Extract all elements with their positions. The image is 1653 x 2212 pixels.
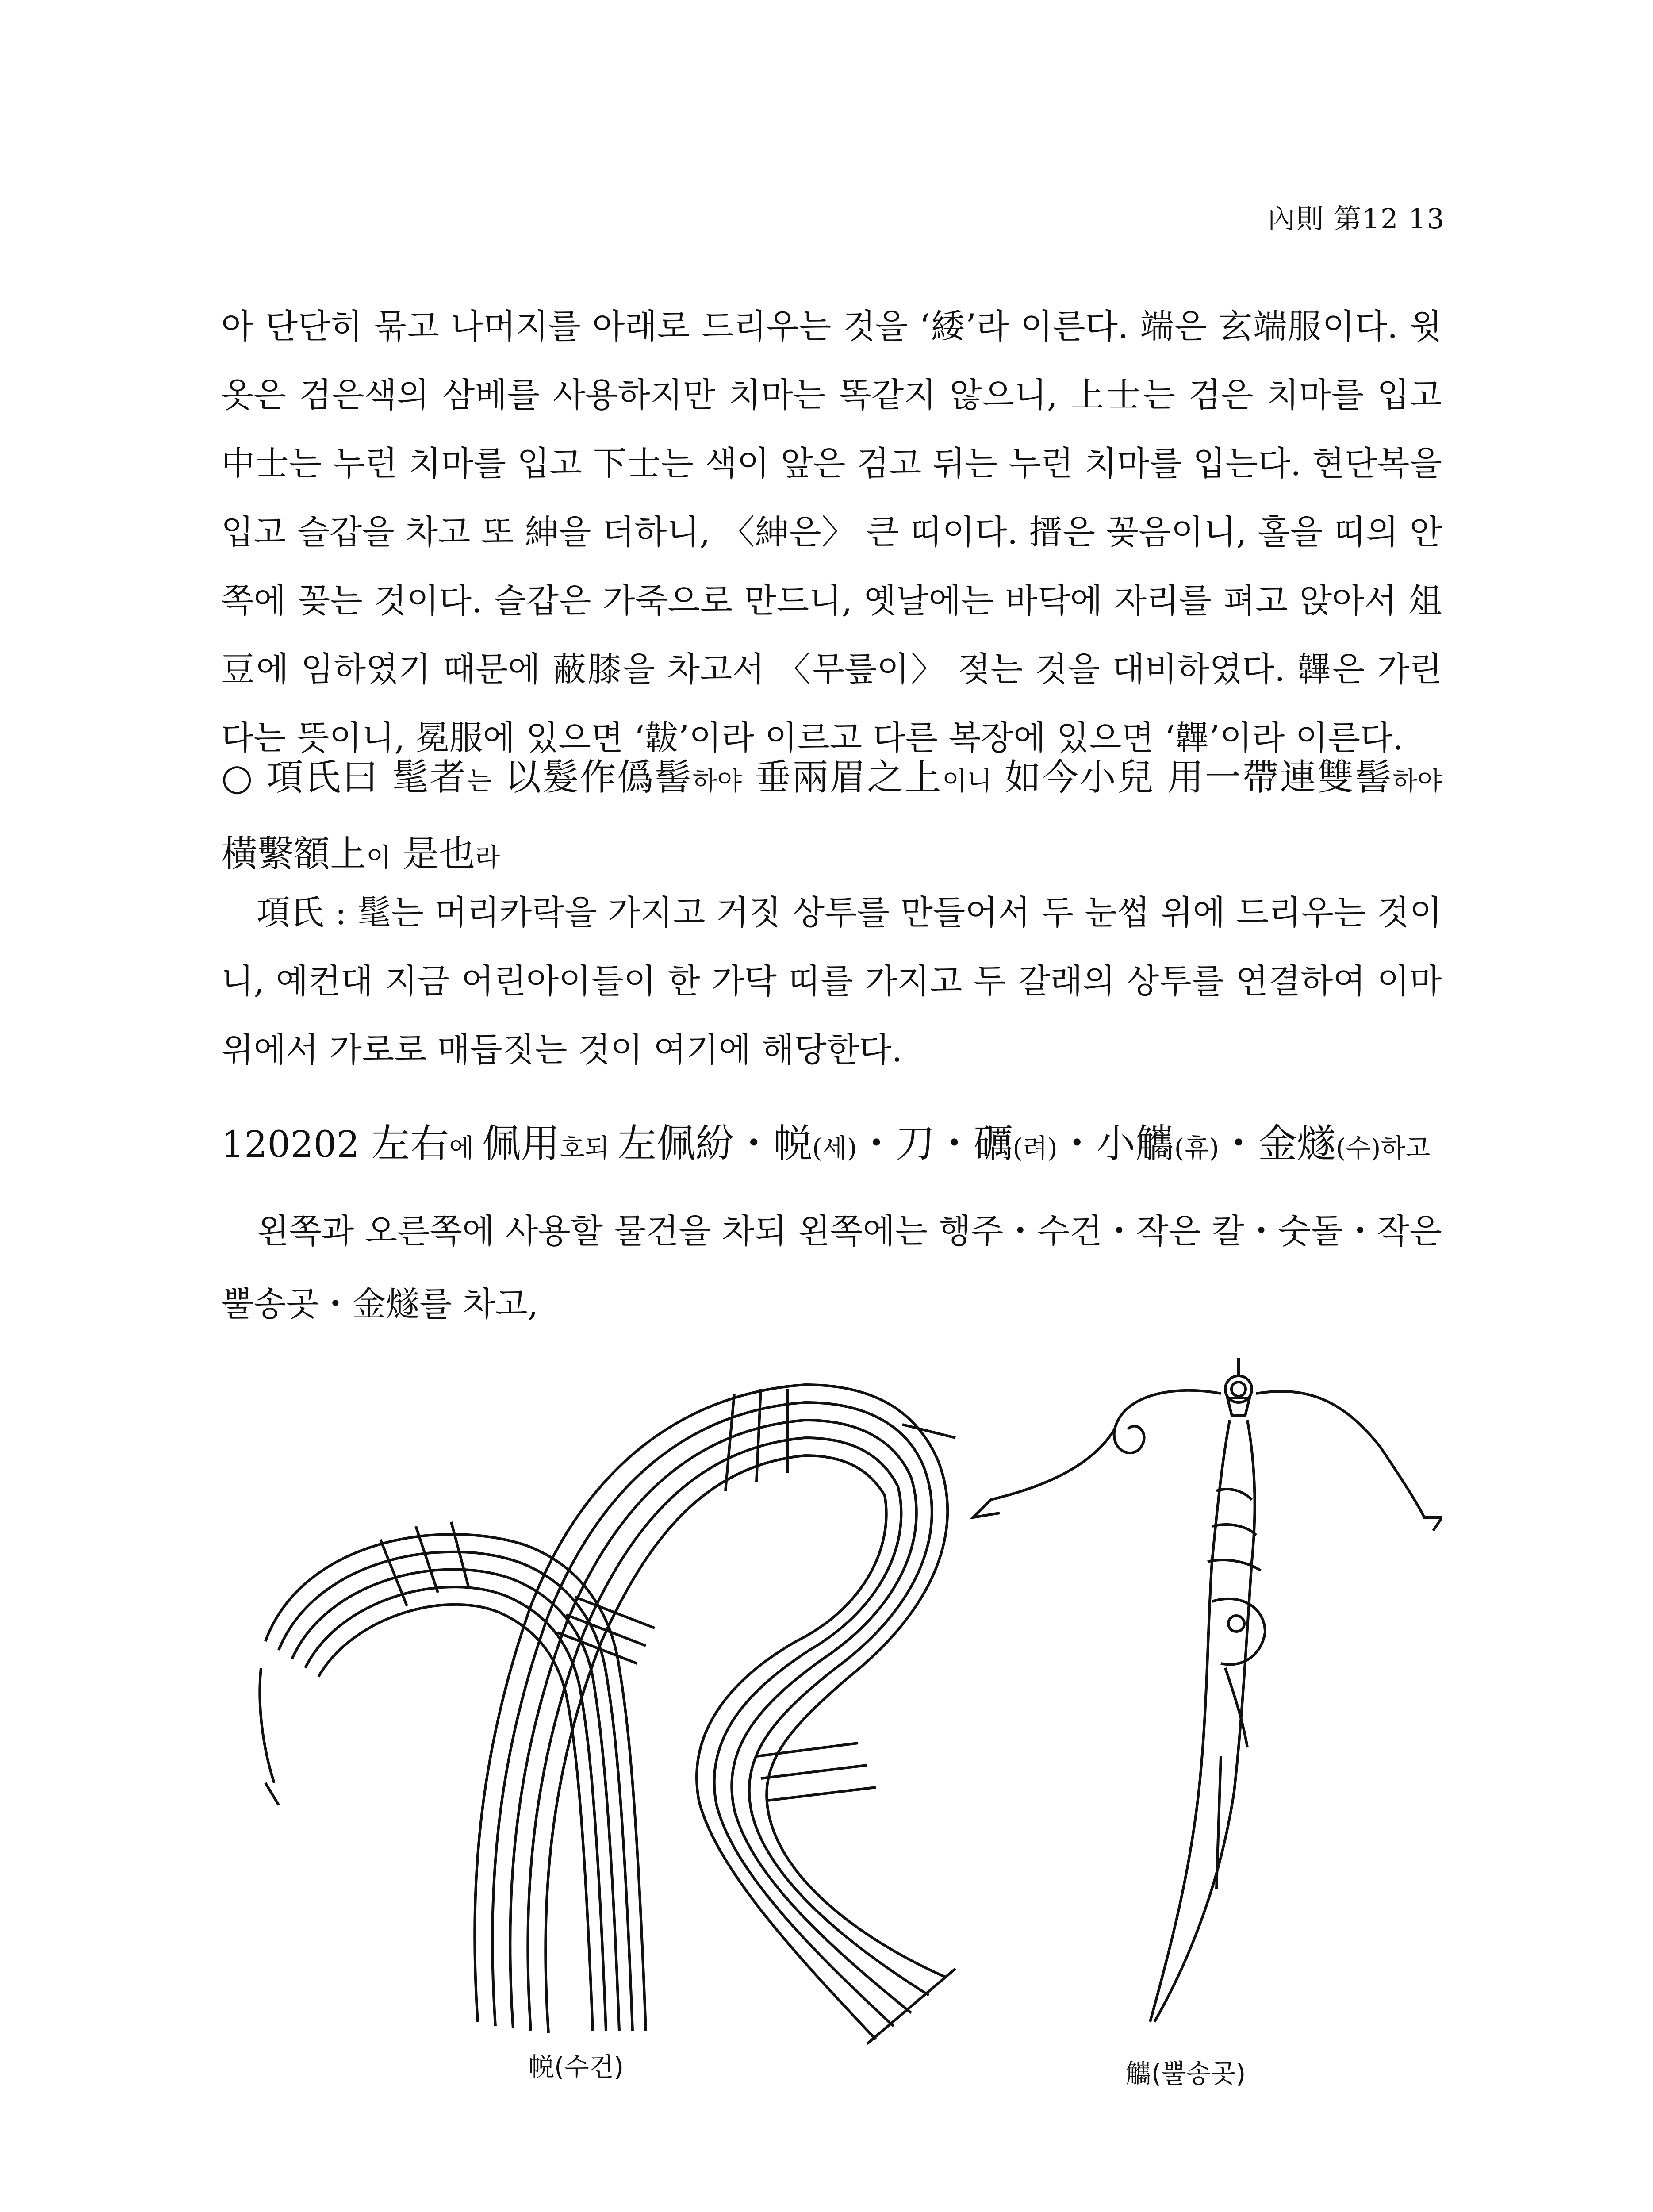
figure-caption-towel: 帨(수건) [529, 2052, 624, 2082]
bone-awl-illustration [973, 1358, 1442, 2022]
illustrations [248, 1358, 1442, 2048]
classical-commentary: ○ 項氏曰 髦者는 以髮作僞髻하야 垂兩眉之上이니 如今小兒 用一帶連雙髻하야 橫繫額上이 是也라 [221, 757, 1442, 875]
cloth-towel-illustration [260, 1385, 955, 2044]
entry-number: 120202 [221, 1124, 372, 1166]
commentary-paragraph: 아 단단히 묶고 나머지를 아래로 드리우는 것을 ‘緌’라 이른다. 端은 玄端服이다. 윗옷은 검은색의 삼베를 사용하지만 치마는 똑같지 않으니, 上士는 검은 치마를 입고 中士는 누런 치마를 입고 下士는 색이 앞은 검고 뒤는 누런 치마를 입는다. 현단복을 입고 슬갑을 차고 또 紳을 더하니, 〈紳은〉 큰 띠이다. 搢은 꽂음이니, 홀을 띠의 안쪽에 꽂는 것이다. 슬갑은 가죽으로 만드니, 옛날에는 바닥에 자리를 펴고 앉아서 俎豆에 임하였기 때문에 蔽膝을 차고서 〈무릎이〉 젖는 것을 대비하였다. 韠은 가린다는 뜻이니, 冕服에 있으면 ‘韍’이라 이르고 다른 복장에 있으면 ‘韠’이라 이른다. [221, 307, 1442, 757]
commentary-translation: 項氏 : 髦는 머리카락을 가지고 거짓 상투를 만들어서 두 눈썹 위에 드리우는 것이니, 예컨대 지금 어린아이들이 한 가닥 띠를 가지고 두 갈래의 상투를 연결하여 이마 위에서 가로로 매듭짓는 것이 여기에 해당한다. [221, 893, 1442, 1069]
figure-caption-awl: 觿(뿔송곳) [1126, 2058, 1246, 2089]
entry-translation: 왼쪽과 오른쪽에 사용할 물건을 차되 왼쪽에는 행주・수건・작은 칼・숫돌・작은 뿔송곳・金燧를 차고, [221, 1211, 1442, 1324]
classical-text-entry: 120202 左右에 佩用호되 左佩紛・帨(세)・刀・礪(려)・小觿(휴)・金燧(수)하고 [221, 1121, 1431, 1166]
running-header: 內則 第12 13 [1267, 203, 1445, 235]
